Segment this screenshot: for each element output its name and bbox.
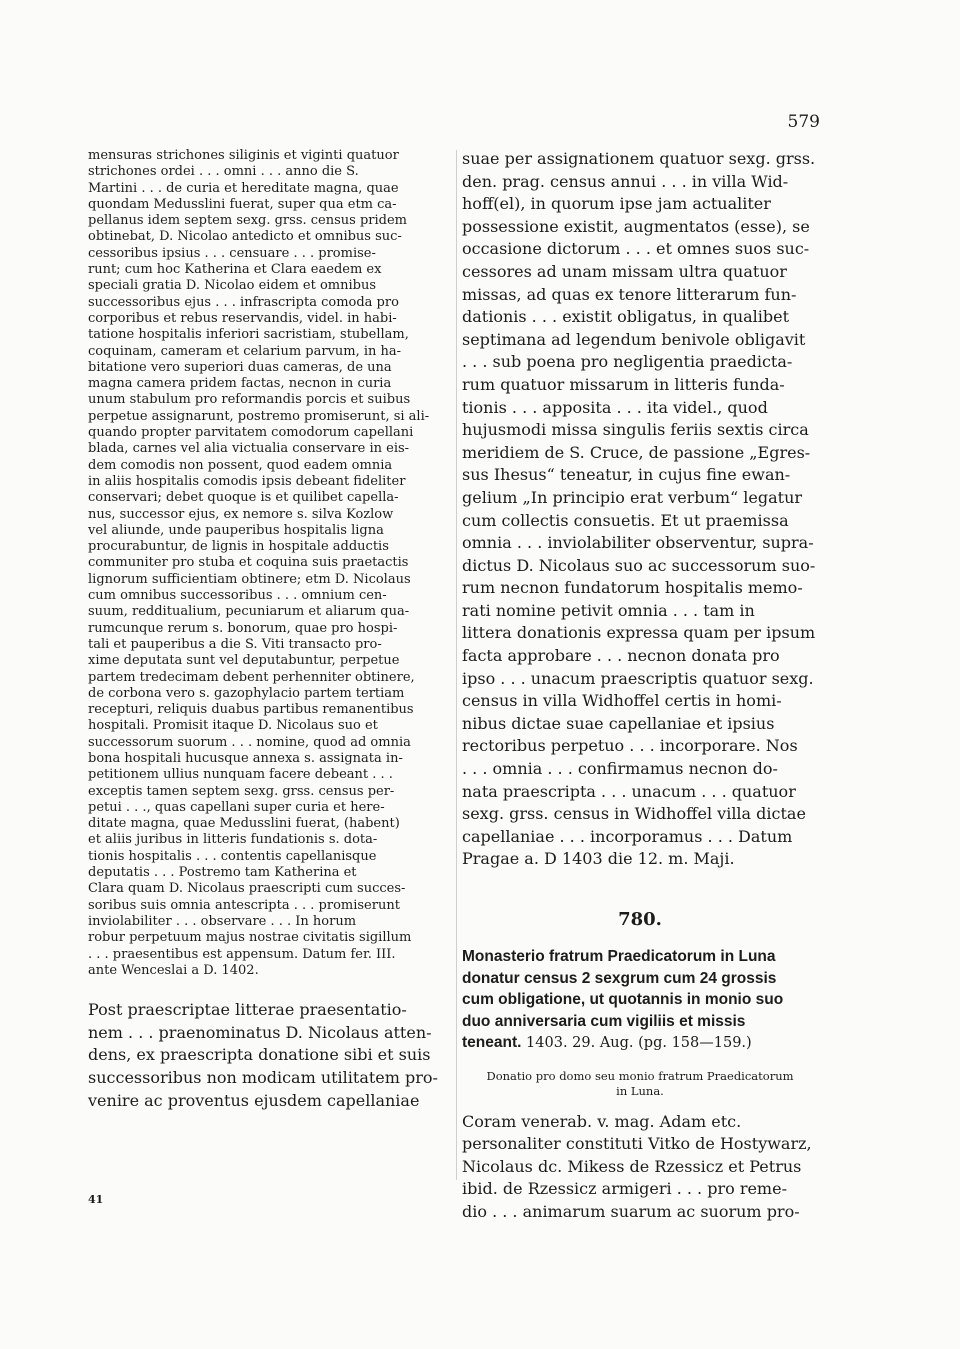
text-line: littera donationis expressa quam per ipsum	[462, 623, 816, 643]
text-line: exceptis tamen septem sexg. grss. census per-	[88, 783, 395, 799]
text-line: conservari; debet quoque is et quilibet capella-	[88, 490, 399, 506]
text-line: partem tredecimam debent perhenniter obtinere,	[88, 669, 415, 685]
text-line: suum, redditualium, pecuniarum et aliarum qua-	[88, 604, 410, 620]
text-line: communiter pro stuba et coquina suis praetactis	[88, 555, 409, 571]
document-number: 780.	[618, 909, 662, 930]
text-line: ditate magna, quae Medusslini fuerat, (habent)	[88, 816, 400, 832]
text-line: cum omnibus successoribus . . . omnium cen-	[88, 588, 387, 604]
text-line: tionis hospitalis . . . contentis capellanisque	[88, 848, 377, 864]
text-line: rectoribus perpetuo . . . incorporare. Nos	[462, 736, 798, 756]
text-line: hospitali. Promisit itaque D. Nicolaus suo et	[88, 718, 378, 734]
text-line: Clara quam D. Nicolaus praescripti cum succes-	[88, 881, 406, 897]
text-line: corporibus et rebus reservandis, videl. in habi-	[88, 310, 397, 326]
text-line: Pragae a. D 1403 die 12. m. Maji.	[462, 849, 735, 869]
text-line: capellaniae . . . incorporamus . . . Datum	[462, 826, 793, 846]
column-divider	[456, 150, 457, 1180]
text-line: nata praescripta . . . unacum . . . quatuor	[462, 781, 796, 801]
text-line: census in villa Widhoffel certis in homi-	[462, 691, 782, 711]
text-line: lignorum sufficientiam obtinere; etm D. Nicolaus	[88, 571, 411, 587]
text-line: sus Ihesus“ teneatur, in cujus fine ewan-	[462, 465, 791, 485]
regest-date: 1403. 29. Aug. (pg. 158—159.)	[521, 1035, 752, 1051]
text-line: septimana ad legendum benivole obligavit	[462, 329, 806, 349]
text-line: robur perpetuum majus nostrae civitatis sigillum	[88, 930, 412, 946]
text-line: cessoribus ipsius . . . censuare . . . promise-	[88, 245, 376, 261]
text-line: de corbona vero s. gazophylacio partem tertiam	[88, 685, 405, 701]
text-line: venire ac proventus ejusdem capellaniae	[88, 1090, 420, 1110]
text-line: obtinebat, D. Nicolao antedicto et omnibus suc-	[88, 229, 402, 245]
text-line: vel aliunde, unde pauperibus hospitalis ligna	[88, 522, 384, 538]
text-line: . . . praesentibus est appensum. Datum fer. III.	[88, 946, 396, 962]
text-line: mensuras strichones siliginis et viginti quatuor	[88, 148, 399, 163]
text-line: unum stabulum pro reformandis porcis et suibus	[88, 392, 411, 408]
text-line: . . . omnia . . . confirmamus necnon do-	[462, 759, 778, 779]
page-number: 579	[787, 112, 820, 132]
text-line: rum quatuor missarum in litteris funda-	[462, 374, 785, 394]
text-line: speciali gratia D. Nicolao eidem et omnibus	[88, 278, 377, 294]
regest-line: cum obligatione, ut quotannis in monio suo	[462, 991, 784, 1008]
text-line: . . . sub poena pro negligentia praedicta-	[462, 352, 793, 372]
text-line: dictus D. Nicolaus suo ac successorum suo-	[462, 555, 816, 575]
text-line: coquinam, cameram et celarium parvum, in ha-	[88, 343, 402, 359]
text-line: perpetue assignarunt, postremo promiserunt, si ali-	[88, 408, 430, 424]
signature-mark: 41	[88, 1193, 104, 1206]
text-line: petui . . ., quas capellani super curia et here-	[88, 799, 385, 815]
text-line: quando propter parvitatem comodorum capellani	[88, 425, 414, 441]
left-column	[88, 148, 452, 1112]
text-line: ipso . . . unacum praescriptis quatuor sexg.	[462, 668, 814, 688]
document-text-start	[462, 1111, 818, 1224]
text-line: deputatis . . . Postremo tam Katherina et	[88, 865, 357, 881]
text-line: dem comodis non possent, quod eadem omnia	[88, 457, 393, 473]
narrative-paragraph	[88, 999, 452, 1112]
text-line: nem . . . praenominatus D. Nicolaus atten-	[88, 1022, 432, 1042]
text-line: successoribus non modicam utilitatem pro-	[88, 1067, 438, 1087]
text-line: Coram venerab. v. mag. Adam etc.	[462, 1111, 742, 1131]
text-line: nibus dictae suae capellaniae et ipsius	[462, 713, 775, 733]
text-line: hoff(el), in quorum ipse jam actualiter	[462, 194, 771, 214]
text-line: pellanus idem septem sexg. grss. census pridem	[88, 213, 407, 229]
text-line: ibid. de Rzessicz armigeri . . . pro reme-	[462, 1179, 787, 1199]
caption-line: Donatio pro domo seu monio fratrum Praedicatorum	[486, 1068, 794, 1083]
text-line: occasione dictorum . . . et omnes suos suc-	[462, 239, 810, 259]
regest-line: donatur census 2 sexgrum cum 24 grossis	[462, 969, 777, 987]
text-line: xime deputata sunt vel deputabuntur, perpetue	[88, 653, 400, 669]
text-line: suae per assignationem quatuor sexg. grss.	[462, 149, 816, 168]
text-line: rumcunque rerum s. bonorum, quae pro hospi-	[88, 620, 398, 636]
text-line: tionis . . . apposita . . . ita videl., quod	[462, 397, 768, 417]
text-line: tali et pauperibus a die S. Viti transacto pro-	[88, 636, 382, 652]
text-line: cum collectis consuetis. Et ut praemissa	[462, 510, 789, 530]
text-line: facta approbare . . . necnon donata pro	[462, 646, 780, 666]
regest-line: Monasterio fratrum Praedicatorum in Luna	[462, 948, 776, 965]
regest-line: teneant.	[462, 1034, 522, 1051]
text-line: rum necnon fundatorum hospitalis memo-	[462, 578, 803, 598]
text-line: omnia . . . inviolabiliter observentur, supra-	[462, 533, 814, 553]
text-line: recepturi, reliquis duabus partibus remanentibus	[88, 702, 414, 718]
text-line: quondam Medusslini fuerat, super qua etm ca-	[88, 196, 397, 212]
text-line: bona hospitali hucusque annexa s. assignata in-	[88, 750, 403, 766]
text-line: inviolabiliter . . . observare . . . In horum	[88, 913, 357, 929]
right-column	[462, 148, 818, 1223]
text-line: Post praescriptae litterae praesentatio-	[88, 1000, 407, 1020]
charter-text-continued	[88, 148, 452, 979]
regest-heading	[462, 946, 818, 1055]
text-line: dationis . . . existit obligatus, in qualibet	[462, 307, 790, 327]
narrative-continued	[462, 148, 818, 871]
text-line: magna camera pridem factas, necnon in curia	[88, 376, 392, 392]
text-line: blada, carnes vel alia victualia conservare in eis-	[88, 441, 410, 457]
text-line: ante Wenceslai a D. 1402.	[88, 962, 259, 978]
text-line: nus, successor ejus, ex nemore s. silva Kozlow	[88, 506, 394, 522]
text-line: dio . . . animarum suarum ac suorum pro-	[462, 1201, 800, 1221]
text-line: strichones ordei . . . omni . . . anno die S.	[88, 164, 359, 180]
text-line: petitionem ullius nunquam facere debeant . . .	[88, 767, 393, 783]
text-line: possessione existit, augmentatos (esse), se	[462, 216, 810, 236]
text-line: Martini . . . de curia et hereditate magna, quae	[88, 180, 399, 196]
text-line: missas, ad quas ex tenore litterarum fun-	[462, 284, 797, 304]
text-line: rati nomine petivit omnia . . . tam in	[462, 600, 755, 620]
text-line: personaliter constituti Vitko de Hostywarz,	[462, 1134, 812, 1154]
caption-line: in Luna.	[616, 1083, 664, 1098]
text-line: et aliis juribus in litteris fundationis s. dota-	[88, 832, 378, 848]
text-line: cessores ad unam missam ultra quatuor	[462, 261, 787, 281]
text-line: successorum suorum . . . nomine, quod ad omnia	[88, 734, 411, 750]
text-line: in aliis hospitalis comodis ipsis debeant fideliter	[88, 473, 406, 489]
text-line: bitatione vero superiori duas cameras, de una	[88, 359, 392, 375]
text-line: tatione hospitalis inferiori sacristiam, stubellam,	[88, 327, 409, 343]
text-line: gelium „In principio erat verbum“ legatur	[462, 487, 803, 507]
regest-line: duo anniversaria cum vigiliis et missis	[462, 1012, 746, 1030]
document-caption	[462, 1069, 818, 1099]
text-line: dens, ex praescripta donatione sibi et suis	[88, 1045, 431, 1065]
text-line: successoribus ejus . . . infrascripta comoda pro	[88, 294, 399, 310]
text-line: meridiem de S. Cruce, de passione „Egres-	[462, 442, 811, 462]
text-line: soribus suis omnia antescripta . . . promiserunt	[88, 897, 400, 913]
text-line: hujusmodi missa singulis feriis sextis circa	[462, 420, 809, 440]
text-line: runt; cum hoc Katherina et Clara eaedem ex	[88, 262, 382, 278]
text-line: Nicolaus dc. Mikess de Rzessicz et Petrus	[462, 1156, 802, 1176]
text-line: den. prag. census annui . . . in villa Wid-	[462, 171, 789, 191]
text-line: sexg. grss. census in Widhoffel villa dictae	[462, 804, 806, 824]
text-line: procurabuntur, de lignis in hospitale adductis	[88, 539, 389, 555]
